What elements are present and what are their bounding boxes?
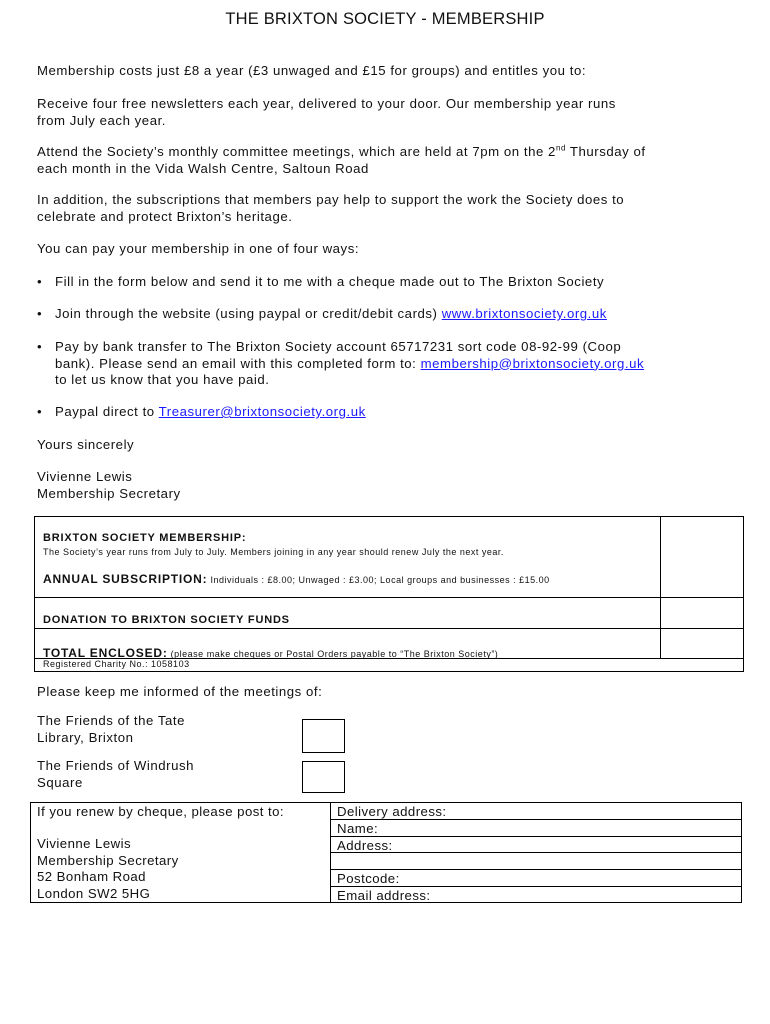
meetings-line-1-post: Thursday of	[565, 144, 646, 159]
address-row-line-4	[330, 869, 742, 870]
postcode-field-label[interactable]: Postcode:	[337, 871, 400, 886]
year-note: The Society’s year runs from July to July. Members joining in any year should renew July the next year.	[43, 547, 504, 557]
newsletters-paragraph	[37, 96, 737, 129]
bullet-icon: •	[37, 404, 43, 419]
windrush-line-1: The Friends of Windrush	[37, 758, 195, 773]
website-text: Join through the website (using paypal or credit/debit cards)	[55, 306, 442, 321]
meetings-line-2: each month in the Vida Walsh Centre, Saltoun Road	[37, 160, 369, 176]
name-field-label[interactable]: Name:	[337, 821, 379, 836]
donation-label: DONATION TO BRIXTON SOCIETY FUNDS	[43, 614, 290, 626]
row-divider-2	[34, 628, 744, 629]
address-row-line-2	[330, 836, 742, 837]
meetings-line-1	[37, 144, 737, 161]
tate-line-2: Library, Brixton	[37, 729, 134, 745]
postal-address	[37, 836, 179, 902]
bullet-item-paypal	[37, 404, 737, 421]
tate-line-1: The Friends of the Tate	[37, 713, 186, 728]
total-enclosed-label: TOTAL ENCLOSED:	[43, 646, 168, 660]
secretary-name: Vivienne Lewis	[37, 469, 133, 484]
delivery-address-label: Delivery address:	[337, 804, 447, 819]
membership-email-link[interactable]: membership@brixtonsociety.org.uk	[420, 355, 645, 371]
bank-line-1: Pay by bank transfer to The Brixton Society account 65717231 sort code 08-92-99 (Coop	[55, 339, 622, 354]
bank-line-2	[55, 356, 745, 373]
row-divider-1	[34, 597, 744, 598]
meetings-line-1-pre: Attend the Society’s monthly committee meetings, which are held at 7pm on the 2	[37, 144, 556, 159]
page-title: THE BRIXTON SOCIETY - MEMBERSHIP	[225, 10, 545, 28]
closing-text: Yours sincerely	[37, 437, 135, 452]
total-note: (please make cheques or Postal Orders payable to “The Brixton Society”)	[167, 649, 499, 659]
bank-line-2-text: bank). Please send an email with this completed form to:	[55, 355, 421, 371]
subscriptions-line-1: In addition, the subscriptions that members pay help to support the work the Society does to	[37, 192, 625, 207]
bullet-text	[55, 306, 745, 323]
treasurer-email-link[interactable]: Treasurer@brixtonsociety.org.uk	[158, 404, 366, 419]
bullet-icon: •	[37, 339, 43, 354]
bullet-icon: •	[37, 274, 43, 289]
tate-checkbox[interactable]	[302, 719, 345, 753]
annual-rates: Individuals : £8.00; Unwaged : £3.00; Local groups and businesses : £15.00	[207, 575, 550, 585]
pay-ways-text: You can pay your membership in one of four ways:	[37, 241, 360, 256]
post-city: London SW2 5HG	[37, 885, 151, 901]
bullet-item-bank-transfer	[37, 339, 737, 389]
charity-number: Registered Charity No.: 1058103	[43, 659, 190, 669]
annual-subscription-row	[43, 570, 550, 588]
post-name: Vivienne Lewis	[37, 836, 132, 851]
bullet-item-website	[37, 306, 737, 323]
annual-subscription-label: ANNUAL SUBSCRIPTION:	[43, 572, 208, 586]
membership-heading: BRIXTON SOCIETY MEMBERSHIP:	[43, 532, 247, 544]
windrush-line-2: Square	[37, 774, 83, 790]
bank-line-3: to let us know that you have paid.	[55, 372, 270, 387]
website-link[interactable]: www.brixtonsociety.org.uk	[441, 306, 607, 321]
meetings-ordinal: nd	[555, 143, 566, 153]
meetings-paragraph	[37, 144, 737, 177]
secretary-role: Membership Secretary	[37, 485, 181, 501]
bullet-text: Fill in the form below and send it to me with a cheque made out to The Brixton Society	[55, 274, 605, 289]
post-instruction: If you renew by cheque, please post to:	[37, 804, 285, 819]
paypal-text: Paypal direct to	[55, 404, 159, 419]
bullet-icon: •	[37, 306, 43, 321]
address-field-label[interactable]: Address:	[337, 838, 393, 853]
email-field-label[interactable]: Email address:	[337, 888, 431, 903]
bullet-item-form	[37, 274, 737, 291]
meetings-pref-heading: Please keep me informed of the meetings of:	[37, 684, 323, 699]
tate-option-label	[37, 713, 277, 746]
subscriptions-line-2: celebrate and protect Brixton’s heritage.	[37, 208, 293, 224]
windrush-checkbox[interactable]	[302, 761, 345, 793]
amount-column-divider	[660, 516, 661, 659]
newsletters-line-2: from July each year.	[37, 112, 167, 128]
bullet-text	[55, 404, 745, 421]
newsletters-line-1: Receive four free newsletters each year, delivered to your door. Our membership year runs	[37, 96, 616, 111]
intro-text: Membership costs just £8 a year (£3 unwaged and £15 for groups) and entitles you to:	[37, 63, 587, 78]
post-street: 52 Bonham Road	[37, 869, 146, 884]
subscriptions-paragraph	[37, 192, 737, 225]
signature-block	[37, 469, 737, 502]
post-role: Membership Secretary	[37, 852, 179, 868]
bullet-text	[55, 339, 745, 389]
windrush-option-label	[37, 758, 277, 791]
address-field-line-2[interactable]	[331, 853, 741, 868]
